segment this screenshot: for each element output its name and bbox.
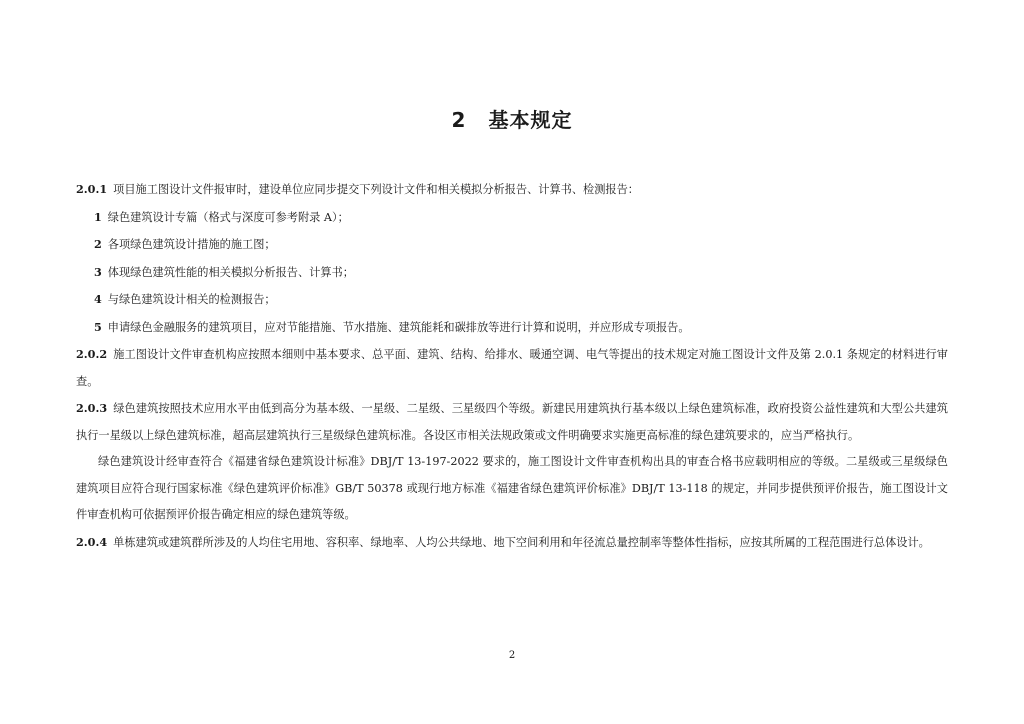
clause-number: 2.0.2 <box>76 347 108 361</box>
list-item-text: 体现绿色建筑性能的相关模拟分析报告、计算书； <box>107 265 354 279</box>
chapter-title <box>0 104 1024 133</box>
clause-number: 2.0.4 <box>76 534 108 549</box>
clause-2-0-4 <box>76 529 948 557</box>
list-item-number: 5 <box>94 319 102 334</box>
clause-number: 2.0.3 <box>76 401 108 415</box>
list-item <box>76 314 948 342</box>
list-item <box>76 231 948 259</box>
clause-2-0-1 <box>76 176 948 204</box>
clause-2-0-2 <box>76 341 948 395</box>
clause-text: 施工图设计文件审查机构应按照本细则中基本要求、总平面、建筑、结构、给排水、暖通空调、电气等提出的技术规定对施工图设计文件及第 2.0.1 条规定的材料进行审查。 <box>76 348 948 388</box>
clause-2-0-3-paragraph-2: 绿色建筑设计经审查符合《福建省绿色建筑设计标准》DBJ/T 13-197-2022 要求的，施工图设计文件审查机构出具的审查合格书应载明相应的等级。二星级或三星级绿色建筑项目应符合现行国家标准《绿色建筑评价标准》GB/T 50378 或现行地方标准《福建省绿色建筑评价标准》DBJ/T 13-118 的规定，并同步提供预评价报告，施工图设计文件审查机构可依据预评价报告确定相应的绿色建筑等级。 <box>76 455 948 521</box>
list-item-text: 申请绿色金融服务的建筑项目，应对节能措施、节水措施、建筑能耗和碳排放等进行计算和说明，并应形成专项报告。 <box>107 320 690 334</box>
page-number: 2 <box>508 650 516 661</box>
chapter-title-text: 基本规定 <box>488 108 573 132</box>
list-item-number: 3 <box>94 264 102 279</box>
clause-text: 绿色建筑按照技术应用水平由低到高分为基本级、一星级、二星级、三星级四个等级。新建民用建筑执行基本级以上绿色建筑标准，政府投资公益性建筑和大型公共建筑执行一星级以上绿色建筑标准，超高层建筑执行三星级绿色建筑标准。各设区市相关法规政策或文件明确要求实施更高标准的绿色建筑要求的，应当严格执行。 <box>76 402 948 442</box>
list-item <box>76 286 948 314</box>
list-item-number: 1 <box>94 209 102 224</box>
clause-text: 单栋建筑或建筑群所涉及的人均住宅用地、容积率、绿地率、人均公共绿地、地下空间利用和年径流总量控制率等整体性指标，应按其所属的工程范围进行总体设计。 <box>113 535 930 549</box>
clause-text: 项目施工图设计文件报审时，建设单位应同步提交下列设计文件和相关模拟分析报告、计算书、检测报告： <box>113 183 639 196</box>
list-item-number: 4 <box>94 292 102 306</box>
list-item-text: 绿色建筑设计专篇（格式与深度可参考附录 A）； <box>107 210 349 224</box>
document-body <box>76 176 948 556</box>
list-item-number: 2 <box>94 237 102 251</box>
chapter-number: 2 <box>451 108 467 132</box>
list-item <box>76 204 948 232</box>
clause-number: 2.0.1 <box>76 182 108 196</box>
list-item-text: 各项绿色建筑设计措施的施工图； <box>107 238 276 251</box>
list-item-text: 与绿色建筑设计相关的检测报告； <box>107 293 276 306</box>
clause-2-0-3 <box>76 395 948 449</box>
list-item <box>76 259 948 287</box>
